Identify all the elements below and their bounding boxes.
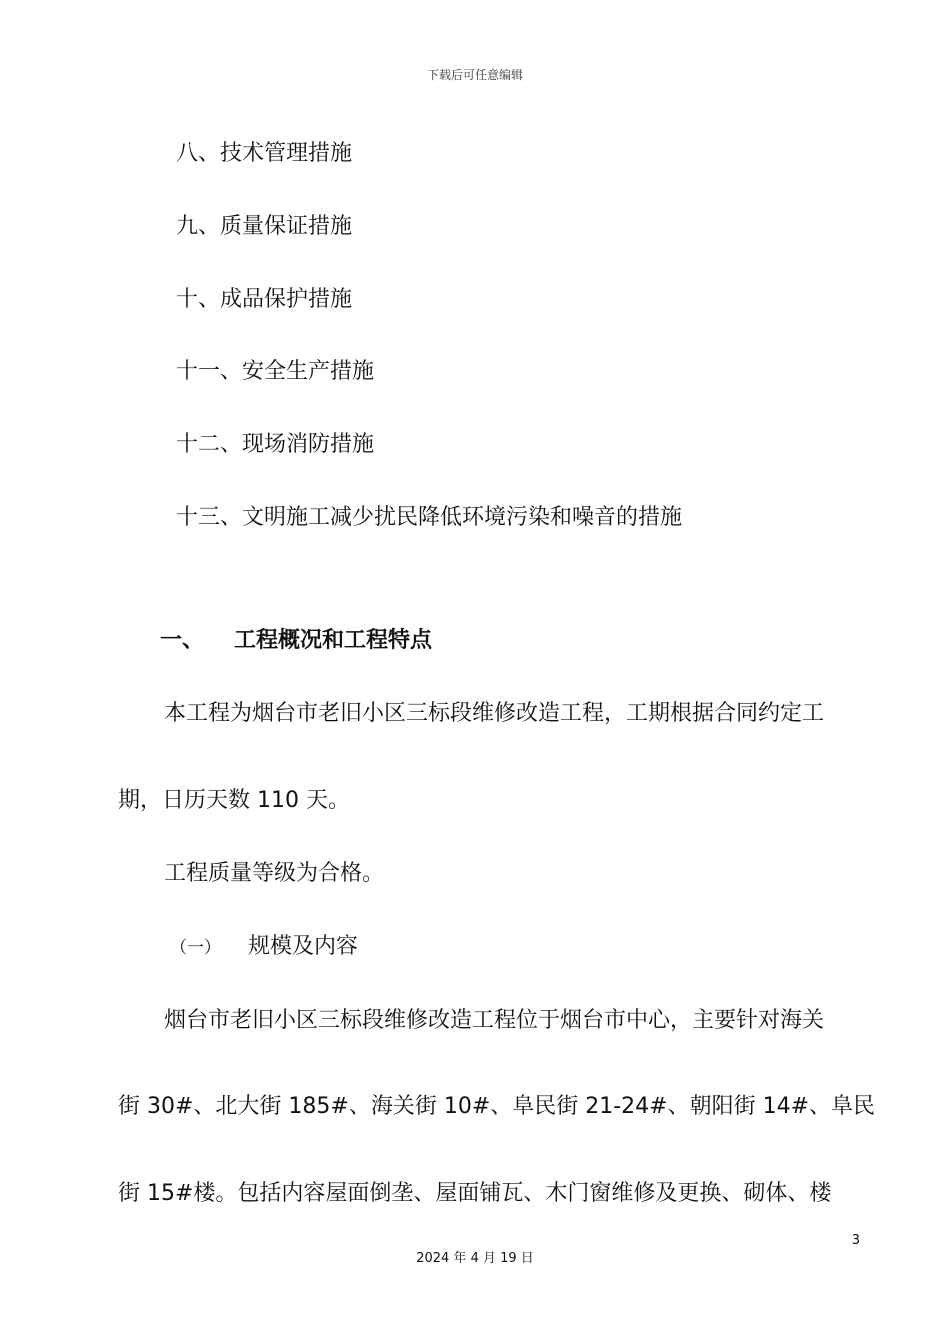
toc-item: 十一、安全生产措施 — [176, 359, 375, 384]
paragraph-line: 本工程为烟台市老旧小区三标段维修改造工程，工期根据合同约定工 — [164, 701, 825, 726]
section-title: 工程概况和工程特点 — [234, 628, 433, 653]
section-heading — [160, 627, 432, 655]
subsection-title: 规模及内容 — [248, 934, 359, 959]
section-number: 一、 — [160, 628, 205, 653]
toc-item: 十二、现场消防措施 — [176, 432, 375, 457]
toc-item: 八、技术管理措施 — [176, 141, 353, 166]
toc-item: 十三、文明施工减少扰民降低环境污染和噪音的措施 — [176, 505, 683, 530]
paragraph-line: 街 30#、北大街 185#、海关街 10#、阜民街 21-24#、朝阳街 14#、阜民 — [118, 1094, 876, 1119]
subsection-number: （一） — [170, 938, 221, 958]
paragraph: 工程质量等级为合格。 — [164, 861, 385, 886]
paragraph-line: 烟台市老旧小区三标段维修改造工程位于烟台市中心，主要针对海关 — [164, 1008, 825, 1033]
toc-item: 九、质量保证措施 — [176, 214, 353, 239]
paragraph-line: 街 15#楼。包括内容屋面倒垄、屋面铺瓦、木门窗维修及更换、砌体、楼 — [118, 1181, 832, 1206]
subsection-heading — [170, 933, 358, 962]
page-number: 3 — [851, 1233, 860, 1248]
header-note: 下载后可任意编辑 — [426, 68, 523, 82]
footer-date: 2024 年 4 月 19 日 — [416, 1251, 534, 1266]
paragraph-line: 期，日历天数 110 天。 — [118, 788, 350, 813]
toc-item: 十、成品保护措施 — [176, 287, 353, 312]
